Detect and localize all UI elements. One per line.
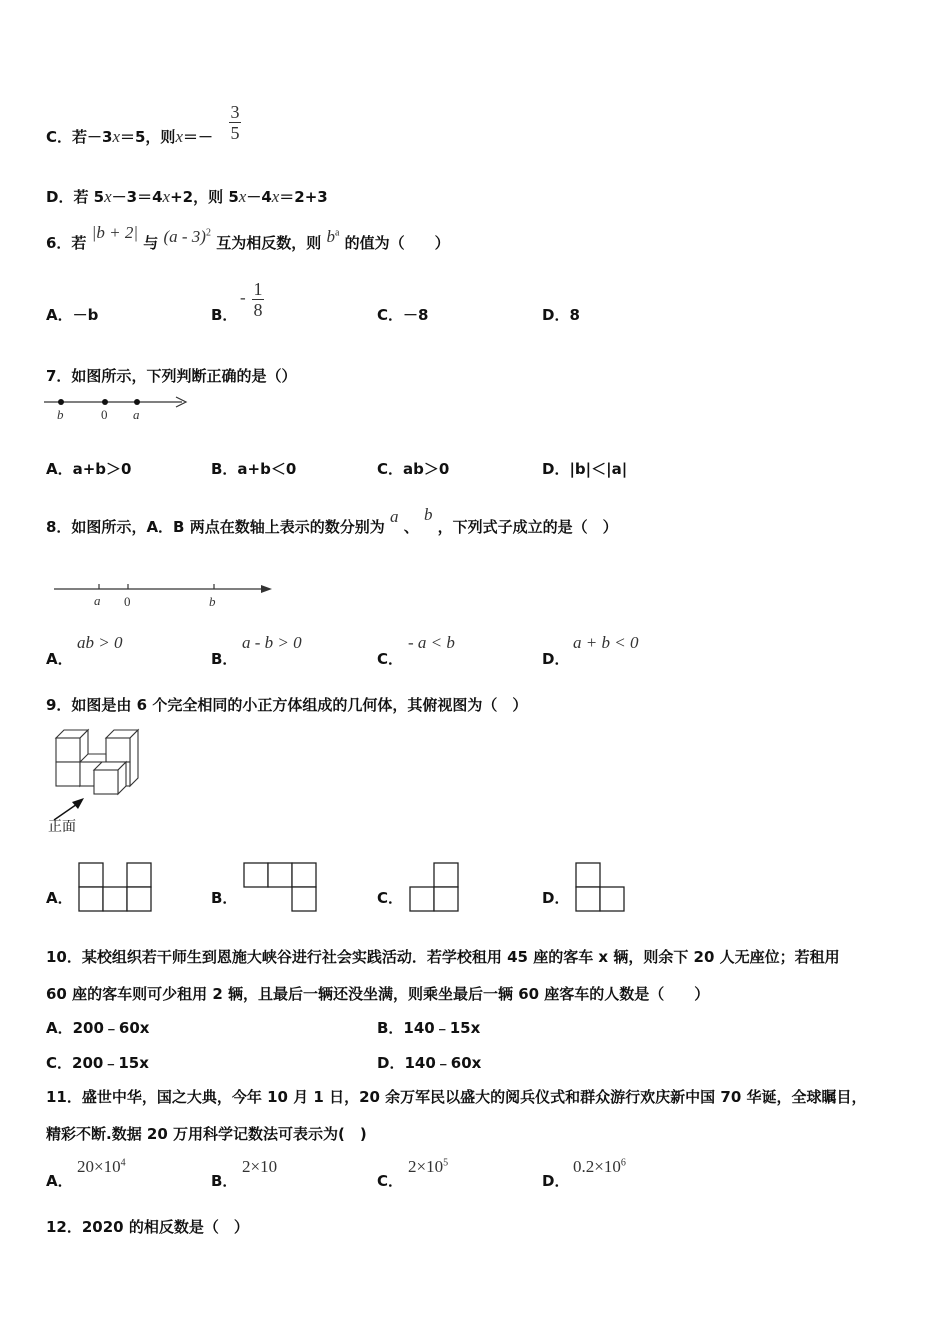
q8-option-c-label: C． bbox=[377, 650, 404, 668]
q6-option-b-fraction: $\frac{1}{8}$ bbox=[253, 279, 263, 320]
q11-stem-line-2: 精彩不断.数据 20 万用科学记数法可表示为( ) bbox=[46, 1125, 367, 1143]
q8-stem: 8．如图所示，A．B 两点在数轴上表示的数分别为 a 、 b ，下列式子成立的是（ ） bbox=[46, 505, 618, 536]
q7-stem: 7．如图所示，下列判断正确的是（） bbox=[46, 367, 297, 385]
q5-option-c: C．若－3x＝5，则x＝－ bbox=[46, 127, 213, 146]
q10-option-c: C．200﹣15x bbox=[46, 1054, 149, 1072]
q9-option-b: B． bbox=[211, 889, 238, 907]
q11-option-c-label: C． bbox=[377, 1172, 404, 1190]
q9-option-a-figure bbox=[78, 862, 152, 912]
q7-option-a: A．a+b＞0 bbox=[46, 460, 132, 478]
q10-option-b: B．140﹣15x bbox=[377, 1019, 481, 1037]
q9-option-c: C． bbox=[377, 889, 404, 907]
q9-option-a: A． bbox=[46, 889, 73, 907]
q8-option-b-expr: a - b > 0 bbox=[242, 633, 302, 652]
q8-number-line bbox=[50, 578, 280, 612]
q8-option-d-label: D． bbox=[542, 650, 570, 668]
q6-option-b-sign: - bbox=[240, 288, 246, 307]
q11-option-a-label: A． bbox=[46, 1172, 73, 1190]
q7-label-b: b bbox=[57, 407, 64, 422]
q7-label-0: 0 bbox=[101, 407, 108, 422]
q11-option-c-expr: $2\times 10^5$ bbox=[408, 1157, 449, 1176]
q8-option-c-expr: - a < b bbox=[408, 633, 455, 652]
q9-option-d: D． bbox=[542, 889, 570, 907]
q8-label-0: 0 bbox=[124, 594, 131, 609]
q7-label-a: a bbox=[133, 407, 140, 422]
q9-option-b-figure bbox=[243, 862, 317, 912]
q5-option-c-fraction: $\frac{3}{5}$ bbox=[230, 102, 240, 143]
q9-stem: 9．如图是由 6 个完全相同的小正方体组成的几何体，其俯视图为（ ） bbox=[46, 696, 528, 714]
q7-point-b bbox=[58, 399, 64, 405]
q8-option-a-expr: ab > 0 bbox=[77, 633, 123, 652]
q8-option-d-expr: a + b < 0 bbox=[573, 633, 639, 652]
q8-label-b: b bbox=[209, 594, 216, 609]
q7-option-b: B．a+b＜0 bbox=[211, 460, 297, 478]
q10-option-d: D．140﹣60x bbox=[377, 1054, 482, 1072]
q6-stem: 6．若 |b + 2| 与 (a - 3)$^2$ 互为相反数，则 $b^a$ 的值为（ ） bbox=[46, 223, 450, 252]
q7-point-0 bbox=[102, 399, 108, 405]
q6-option-b-label: B． bbox=[211, 306, 238, 324]
q6-option-a: A．－b bbox=[46, 306, 99, 324]
q7-number-line bbox=[40, 392, 200, 424]
q7-point-a bbox=[134, 399, 140, 405]
q11-option-b-expr: 2×10 bbox=[242, 1157, 278, 1176]
q11-option-d-label: D． bbox=[542, 1172, 570, 1190]
q8-option-a-label: A． bbox=[46, 650, 73, 668]
q7-option-c: C．ab＞0 bbox=[377, 460, 450, 478]
q8-label-a: a bbox=[94, 593, 101, 608]
q6-option-c: C．－8 bbox=[377, 306, 429, 324]
q11-option-a-expr: $20\times 10^4$ bbox=[77, 1157, 126, 1176]
q9-option-d-figure bbox=[575, 862, 627, 912]
q8-option-b-label: B． bbox=[211, 650, 238, 668]
q6-option-d: D．8 bbox=[542, 306, 580, 324]
q9-front-label: 正面 bbox=[48, 819, 76, 835]
q7-option-d: D．|b|＜|a| bbox=[542, 460, 628, 478]
q5-option-d: D．若 5x－3＝4x+2，则 5x－4x＝2+3 bbox=[46, 187, 328, 206]
q10-option-a: A．200﹣60x bbox=[46, 1019, 150, 1037]
q10-stem-line-2: 60 座的客车则可少租用 2 辆，且最后一辆还没坐满，则乘坐最后一辆 60 座客车的人数是（ ） bbox=[46, 985, 710, 1003]
q10-stem-line-1: 10．某校组织若干师生到恩施大峡谷进行社会实践活动．若学校租用 45 座的客车 x 辆，则余下 20 人无座位；若租用 bbox=[46, 948, 840, 966]
q11-option-b-label: B． bbox=[211, 1172, 238, 1190]
q8-axis-arrow bbox=[261, 585, 272, 593]
q11-stem-line-1: 11．盛世中华，国之大典，今年 10 月 1 日，20 余万军民以盛大的阅兵仪式和群众游行欢庆新中国 70 华诞，全球瞩目， bbox=[46, 1088, 867, 1106]
q12-stem: 12．2020 的相反数是（ ） bbox=[46, 1218, 249, 1236]
q9-option-c-figure bbox=[409, 862, 459, 912]
q11-option-d-expr: $0.2\times 10^6$ bbox=[573, 1157, 626, 1176]
